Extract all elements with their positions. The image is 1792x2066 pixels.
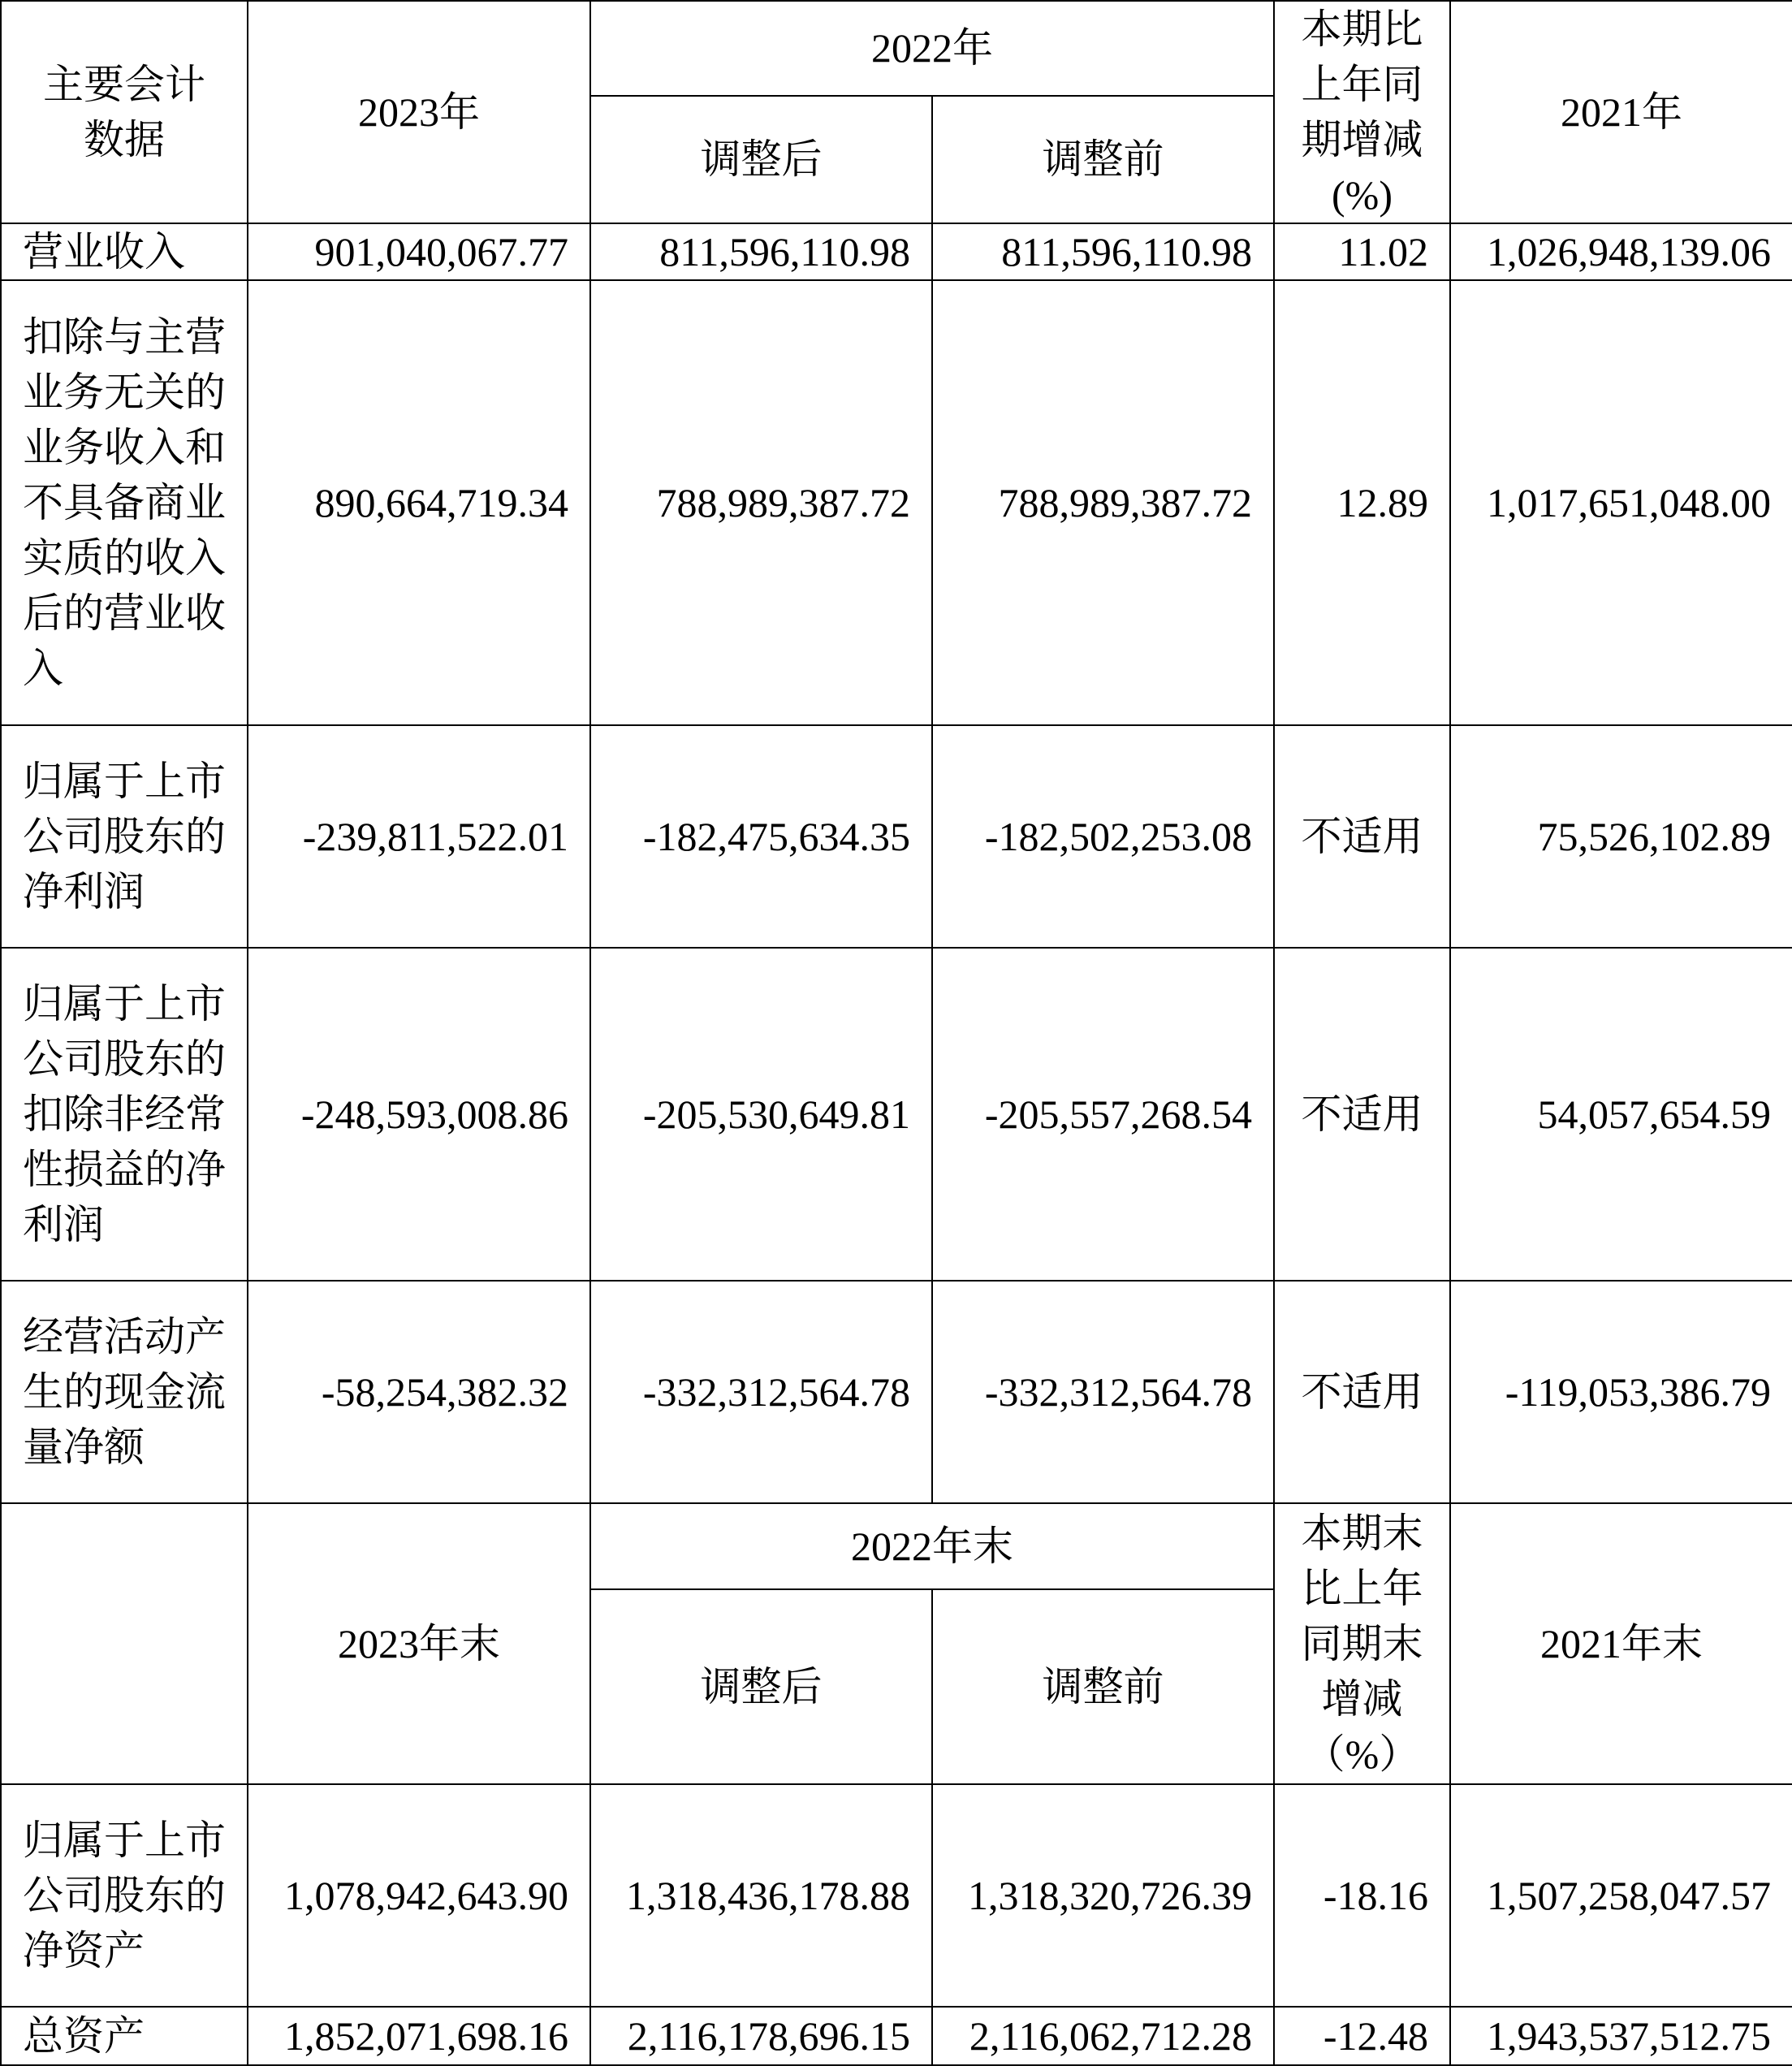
value-2023: 890,664,719.34 bbox=[248, 280, 590, 725]
value-2022-before: 811,596,110.98 bbox=[932, 223, 1274, 280]
header-2022-adjusted-after: 调整后 bbox=[590, 96, 932, 223]
row-label: 经营活动产生的现金流量净额 bbox=[1, 1281, 248, 1503]
value-2022-after: 811,596,110.98 bbox=[590, 223, 932, 280]
table-row bbox=[1, 223, 1792, 280]
table-row bbox=[1, 725, 1792, 948]
value-2022-end-after: 1,318,436,178.88 bbox=[590, 1784, 932, 2007]
value-2023: -58,254,382.32 bbox=[248, 1281, 590, 1503]
header-main-data: 主要会计数据 bbox=[1, 1, 248, 223]
header-2022-end-adjusted-before: 调整前 bbox=[932, 1589, 1274, 1784]
row-label: 扣除与主营业务无关的业务收入和不具备商业实质的收入后的营业收入 bbox=[1, 280, 248, 725]
value-2022-before: -332,312,564.78 bbox=[932, 1281, 1274, 1503]
row-label: 归属于上市公司股东的净利润 bbox=[1, 725, 248, 948]
value-change: 不适用 bbox=[1274, 1281, 1450, 1503]
value-2022-end-before: 1,318,320,726.39 bbox=[932, 1784, 1274, 2007]
value-2022-before: -205,557,268.54 bbox=[932, 948, 1274, 1281]
value-2023-end: 1,852,071,698.16 bbox=[248, 2007, 590, 2065]
value-2022-before: -182,502,253.08 bbox=[932, 725, 1274, 948]
value-2022-after: -205,530,649.81 bbox=[590, 948, 932, 1281]
header-2023: 2023年 bbox=[248, 1, 590, 223]
value-2022-after: 788,989,387.72 bbox=[590, 280, 932, 725]
header-row-3 bbox=[1, 1503, 1792, 1589]
value-2023: -239,811,522.01 bbox=[248, 725, 590, 948]
header-2021-end: 2021年末 bbox=[1450, 1503, 1792, 1784]
value-change-end: -12.48 bbox=[1274, 2007, 1450, 2065]
header-2022-adjusted-before: 调整前 bbox=[932, 96, 1274, 223]
value-2021: 54,057,654.59 bbox=[1450, 948, 1792, 1281]
value-2022-before: 788,989,387.72 bbox=[932, 280, 1274, 725]
header-row-1 bbox=[1, 1, 1792, 96]
header-2022-end: 2022年末 bbox=[590, 1503, 1274, 1589]
value-2023: -248,593,008.86 bbox=[248, 948, 590, 1281]
header-2022: 2022年 bbox=[590, 1, 1274, 96]
table-row bbox=[1, 948, 1792, 1281]
value-change: 不适用 bbox=[1274, 725, 1450, 948]
value-2021: 75,526,102.89 bbox=[1450, 725, 1792, 948]
value-2022-after: -182,475,634.35 bbox=[590, 725, 932, 948]
value-2021-end: 1,507,258,047.57 bbox=[1450, 1784, 1792, 2007]
row-label: 归属于上市公司股东的扣除非经常性损益的净利润 bbox=[1, 948, 248, 1281]
value-change-end: -18.16 bbox=[1274, 1784, 1450, 2007]
table-row bbox=[1, 1281, 1792, 1503]
header-change: 本期比上年同期增减(%) bbox=[1274, 1, 1450, 223]
row-label: 营业收入 bbox=[1, 223, 248, 280]
row-label: 归属于上市公司股东的净资产 bbox=[1, 1784, 248, 2007]
value-change: 12.89 bbox=[1274, 280, 1450, 725]
header-2023-end: 2023年末 bbox=[248, 1503, 590, 1784]
value-2022-end-after: 2,116,178,696.15 bbox=[590, 2007, 932, 2065]
header-blank bbox=[1, 1503, 248, 1784]
value-2022-after: -332,312,564.78 bbox=[590, 1281, 932, 1503]
table-row bbox=[1, 280, 1792, 725]
value-change: 不适用 bbox=[1274, 948, 1450, 1281]
table-row bbox=[1, 2007, 1792, 2065]
value-2021: -119,053,386.79 bbox=[1450, 1281, 1792, 1503]
row-label: 总资产 bbox=[1, 2007, 248, 2065]
value-2021-end: 1,943,537,512.75 bbox=[1450, 2007, 1792, 2065]
value-2022-end-before: 2,116,062,712.28 bbox=[932, 2007, 1274, 2065]
header-2021: 2021年 bbox=[1450, 1, 1792, 223]
value-2021: 1,026,948,139.06 bbox=[1450, 223, 1792, 280]
value-2023-end: 1,078,942,643.90 bbox=[248, 1784, 590, 2007]
value-2021: 1,017,651,048.00 bbox=[1450, 280, 1792, 725]
header-2022-end-adjusted-after: 调整后 bbox=[590, 1589, 932, 1784]
value-2023: 901,040,067.77 bbox=[248, 223, 590, 280]
table-row bbox=[1, 1784, 1792, 2007]
value-change: 11.02 bbox=[1274, 223, 1450, 280]
header-change-end: 本期末比上年同期末增减（%） bbox=[1274, 1503, 1450, 1784]
